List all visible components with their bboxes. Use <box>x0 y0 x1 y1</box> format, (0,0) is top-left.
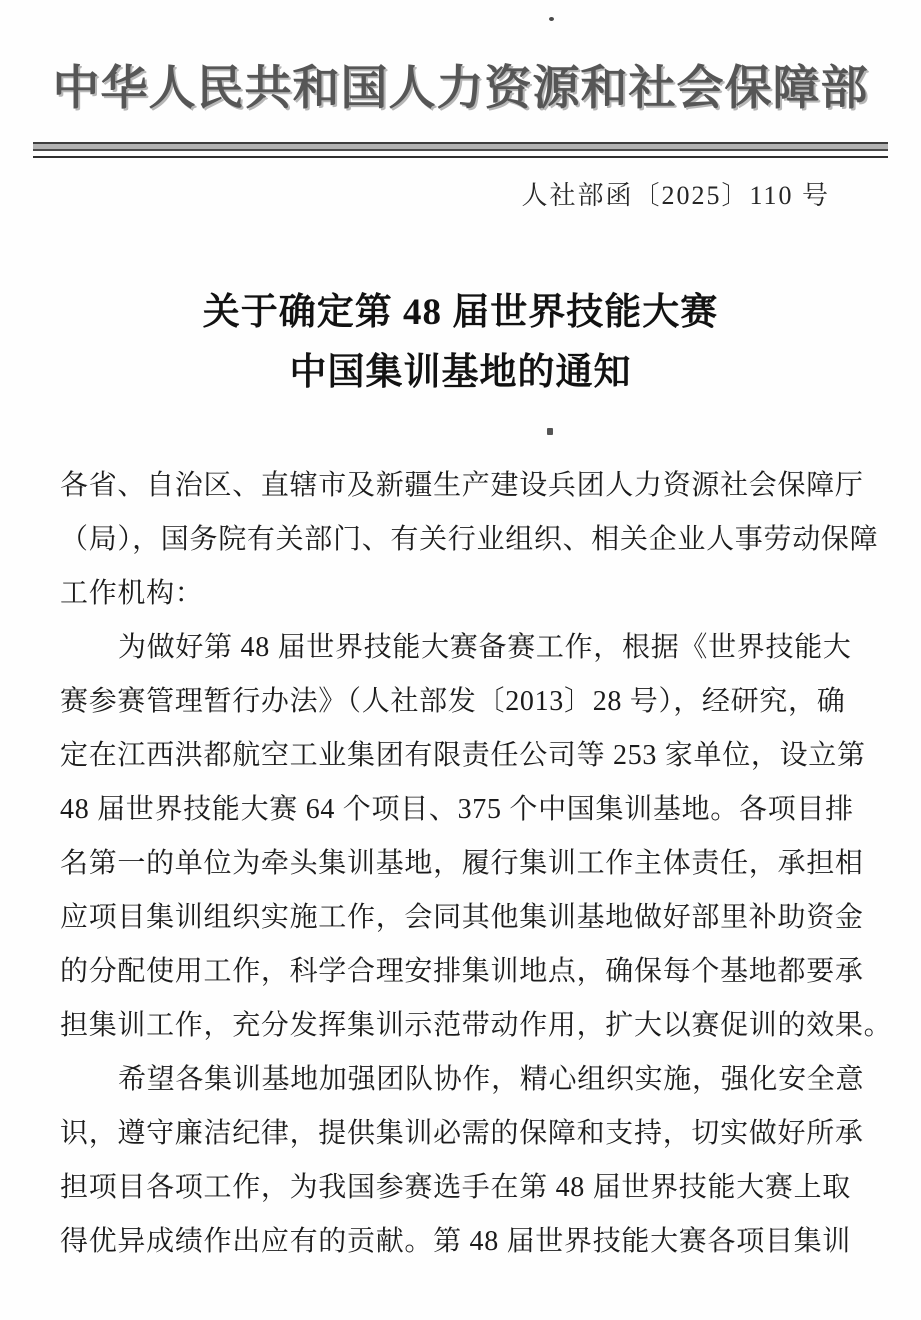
divider-thin-rule <box>33 156 888 158</box>
body-line: 得优异成绩作出应有的贡献。第 48 届世界技能大赛各项目集训 <box>60 1226 852 1257</box>
body-line: 识，遵守廉洁纪律，提供集训必需的保障和支持，切实做好所承 <box>60 1118 864 1149</box>
body-line: 48 届世界技能大赛 64 个项目、375 个中国集训基地。各项目排 <box>60 794 854 825</box>
document-number: 人社部函〔2025〕110 号 <box>521 181 830 210</box>
body-line: 赛参赛管理暂行办法》（人社部发〔2013〕28 号），经研究，确 <box>60 686 846 717</box>
body-line: 名第一的单位为牵头集训基地，履行集训工作主体责任，承担相 <box>60 848 864 879</box>
divider-thick-rule <box>33 142 888 151</box>
salutation-line: 各省、自治区、直辖市及新疆生产建设兵团人力资源社会保障厅 <box>60 470 864 501</box>
letterhead-divider <box>33 142 888 158</box>
scan-speck <box>549 17 554 21</box>
scan-speck <box>547 428 553 435</box>
body-line: 担集训工作，充分发挥集训示范带动作用，扩大以赛促训的效果。 <box>60 1010 893 1041</box>
salutation-line: （局），国务院有关部门、有关行业组织、相关企业人事劳动保障 <box>60 524 879 555</box>
notice-title-line-2: 中国集训基地的通知 <box>289 352 632 393</box>
body-line: 应项目集训组织实施工作，会同其他集训基地做好部里补助资金 <box>60 902 864 933</box>
letterhead-title: 中华人民共和国人力资源和社会保障部 <box>52 63 869 115</box>
salutation-line: 工作机构： <box>60 578 204 609</box>
document-body <box>60 459 893 1269</box>
body-line: 为做好第 48 届世界技能大赛备赛工作，根据《世界技能大 <box>118 632 852 663</box>
body-line: 定在江西洪都航空工业集团有限责任公司等 253 家单位，设立第 <box>60 740 866 771</box>
notice-title <box>0 283 921 403</box>
body-line: 担项目各项工作，为我国参赛选手在第 48 届世界技能大赛上取 <box>60 1172 852 1203</box>
notice-title-line-1: 关于确定第 48 届世界技能大赛 <box>202 292 719 333</box>
body-line: 的分配使用工作，科学合理安排集训地点，确保每个基地都要承 <box>60 956 864 987</box>
body-line: 希望各集训基地加强团队协作，精心组织实施，强化安全意 <box>118 1064 865 1095</box>
